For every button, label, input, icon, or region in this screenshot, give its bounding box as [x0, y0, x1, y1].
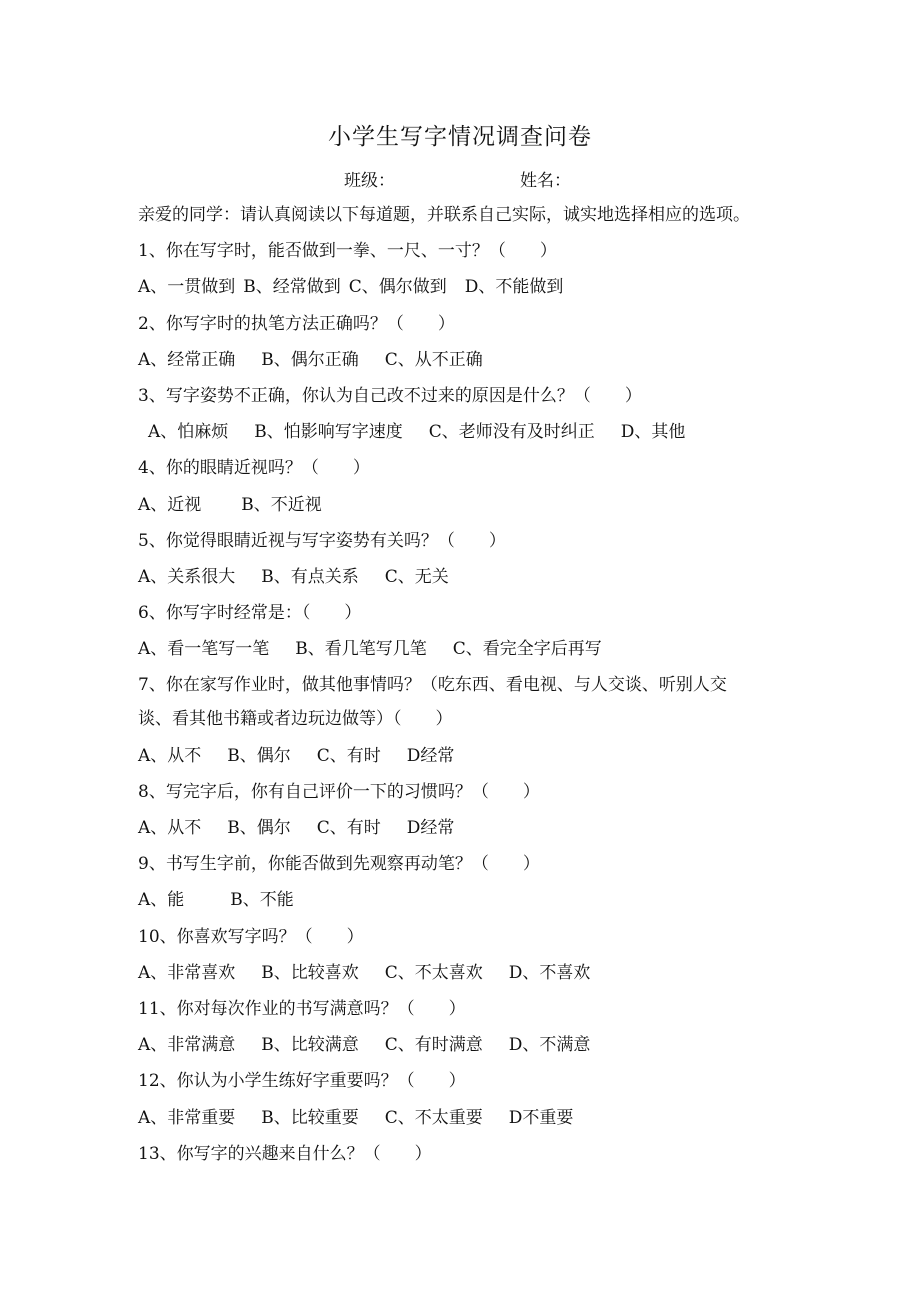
option-6c: C、看完全字后再写 [452, 639, 602, 660]
option-3b: B、怕影响写字速度 [254, 422, 403, 443]
option-6a: A、看一笔写一笔 [138, 639, 270, 660]
option-12d: D不重要 [508, 1107, 574, 1128]
options-4 [138, 492, 788, 528]
option-10b: B、比较喜欢 [261, 962, 359, 983]
options-7 [138, 743, 788, 779]
class-label: 班级： [344, 171, 395, 191]
question-13: 13、你写字的兴趣来自什么？（ ） [138, 1143, 432, 1164]
question-7-continued: 谈、看其他书籍或者边玩边做等）（ ） [138, 709, 453, 730]
student-info [0, 166, 920, 190]
option-8d: D经常 [406, 818, 455, 838]
option-3c: C、老师没有及时纠正 [428, 422, 595, 443]
question-7: 7、你在家写作业时，做其他事情吗？（吃东西、看电视、与人交谈、听别人交 [138, 675, 727, 696]
option-10d: D、不喜欢 [508, 962, 591, 983]
options-11 [138, 1032, 788, 1068]
option-9a: A、能 [138, 890, 185, 911]
question-8: 8、写完字后，你有自己评价一下的习惯吗？（ ） [138, 781, 540, 802]
option-8b: B、偶尔 [227, 818, 291, 838]
options-2 [138, 347, 788, 383]
option-7c: C、有时 [316, 745, 381, 766]
option-6b: B、看几笔写几笔 [295, 639, 427, 660]
option-1c: C、偶尔做到 [348, 277, 447, 298]
option-4b: B、不近视 [241, 494, 322, 515]
document-title: 小学生写字情况调查问卷 [328, 124, 592, 150]
option-3a: A、怕麻烦 [148, 422, 229, 443]
option-5a: A、关系很大 [138, 566, 236, 587]
question-10: 10、你喜欢写字吗？（ ） [138, 926, 364, 947]
option-12b: B、比较重要 [261, 1107, 359, 1128]
question-9: 9、书写生字前，你能否做到先观察再动笔？（ ） [138, 854, 540, 875]
option-10a: A、非常喜欢 [138, 962, 236, 983]
option-11c: C、有时满意 [384, 1035, 483, 1056]
option-12a: A、非常重要 [138, 1107, 236, 1128]
option-5b: B、有点关系 [261, 566, 359, 587]
questionnaire-body [138, 202, 788, 1177]
option-11b: B、比较满意 [261, 1035, 359, 1056]
options-9 [138, 887, 788, 923]
question-12: 12、你认为小学生练好字重要吗？（ ） [138, 1071, 466, 1092]
option-2a: A、经常正确 [138, 349, 236, 370]
option-12c: C、不太重要 [384, 1107, 483, 1128]
options-6 [138, 636, 788, 672]
option-1b: B、经常做到 [243, 277, 341, 298]
name-label: 姓名： [520, 171, 571, 191]
question-2: 2、你写字时的执笔方法正确吗？（ ） [138, 313, 455, 334]
option-7b: B、偶尔 [227, 745, 291, 766]
options-5 [138, 564, 788, 600]
option-7d: D经常 [406, 745, 455, 766]
option-10c: C、不太喜欢 [384, 962, 483, 983]
option-8a: A、从不 [138, 818, 202, 838]
option-4a: A、近视 [138, 494, 202, 515]
question-5: 5、你觉得眼睛近视与写字姿势有关吗？（ ） [138, 530, 506, 551]
question-6: 6、你写字时经常是：（ ） [138, 603, 362, 624]
option-1d: D、不能做到 [464, 277, 564, 298]
option-3d: D、其他 [620, 422, 686, 443]
options-10 [138, 960, 788, 996]
options-1 [138, 274, 788, 310]
option-2b: B、偶尔正确 [261, 349, 359, 370]
option-8c: C、有时 [316, 818, 381, 838]
options-8 [138, 815, 788, 851]
option-5c: C、无关 [384, 566, 449, 587]
intro-text: 亲爱的同学：请认真阅读以下每道题，并联系自己实际，诚实地选择相应的选项。 [138, 205, 750, 225]
question-11: 11、你对每次作业的书写满意吗？（ ） [138, 998, 466, 1019]
question-4: 4、你的眼睛近视吗？（ ） [138, 458, 370, 479]
options-3 [138, 419, 788, 455]
option-1a: A、一贯做到 [138, 277, 236, 298]
option-11a: A、非常满意 [138, 1035, 236, 1056]
question-3: 3、写字姿势不正确，你认为自己改不过来的原因是什么？（ ） [138, 385, 642, 406]
option-11d: D、不满意 [508, 1035, 591, 1056]
options-12 [138, 1105, 788, 1141]
option-9b: B、不能 [230, 890, 294, 911]
option-7a: A、从不 [138, 745, 202, 766]
option-2c: C、从不正确 [384, 349, 483, 370]
question-1: 1、你在写字时，能否做到一拳、一尺、一寸？（ ） [138, 241, 557, 262]
